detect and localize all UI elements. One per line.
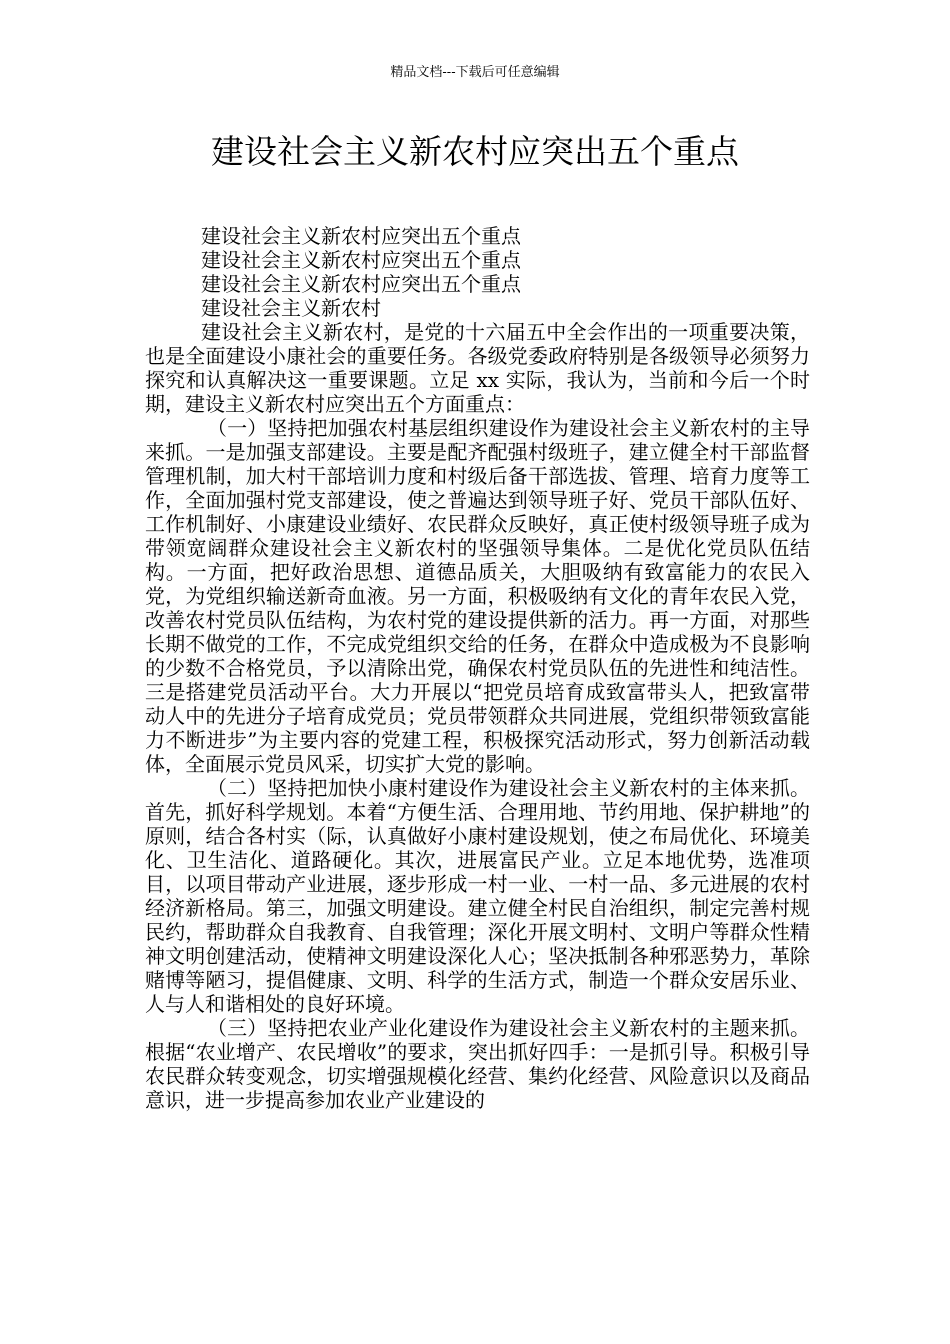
intro-paragraph: 建设社会主义新农村，是党的十六届五中全会作出的一项重要决策，也是全面建设小康社会的重要任务。各级党委政府特别是各级领导必须努力探究和认真解决这一重要课题。立足 xx 实际，我认为，当前和今后一个时期，建设主义新农村应突出五个方面重点： <box>145 320 810 416</box>
subheading: 建设社会主义新农村 <box>201 296 381 320</box>
section-one-paragraph: （一）坚持把加强农村基层组织建设作为建设社会主义新农村的主导来抓。一是加强支部建设。主要是配齐配强村级班子，建立健全村干部监督管理机制，加大村干部培训力度和村级后备干部选拔、管理、培育力度等工作，全面加强村党支部建设，使之普遍达到领导班子好、党员干部队伍好、工作机制好、小康建设业绩好、农民群众反映好，真正使村级领导班子成为带领宽阔群众建设社会主义新农村的坚强领导集体。二是优化党员队伍结构。一方面，把好政治思想、道德品质关，大胆吸纳有致富能力的农民入党，为党组织输送新奇血液。另一方面，积极吸纳有文化的青年农民入党，改善农村党员队伍结构，为农村党的建设提供新的活力。再一方面，对那些长期不做党的工作，不完成党组织交给的任务，在群众中造成极为不良影响的少数不合格党员，予以清除出党，确保农村党员队伍的先进性和纯洁性。三是搭建党员活动平台。大力开展以“把党员培育成致富带头人，把致富带动人中的先进分子培育成党员；党员带领群众共同进展，党组织带领致富能力不断进步”为主要内容的党建工程，积极探究活动形式，努力创新活动载体，全面展示党员风采，切实扩大党的影响。 <box>145 416 810 776</box>
page-header: 精品文档---下载后可任意编辑 <box>390 65 560 80</box>
document-body <box>145 224 810 1112</box>
subheading: 建设社会主义新农村应突出五个重点 <box>201 272 521 296</box>
subheading: 建设社会主义新农村应突出五个重点 <box>201 248 521 272</box>
section-three-paragraph: （三）坚持把农业产业化建设作为建设社会主义新农村的主题来抓。根据“农业增产、农民增收”的要求，突出抓好四手：一是抓引导。积极引导农民群众转变观念，切实增强规模化经营、集约化经营、风险意识以及商品意识，进一步提高参加农业产业建设的 <box>145 1016 810 1112</box>
section-two-paragraph: （二）坚持把加快小康村建设作为建设社会主义新农村的主体来抓。首先，抓好科学规划。本着“方便生活、合理用地、节约用地、保护耕地”的原则，结合各村实（际，认真做好小康村建设规划，使之布局优化、环境美化、卫生洁化、道路硬化。其次，进展富民产业。立足本地优势，选准项目，以项目带动产业进展，逐步形成一村一业、一村一品、多元进展的农村经济新格局。第三，加强文明建设。建立健全村民自治组织，制定完善村规民约，帮助群众自我教育、自我管理；深化开展文明村、文明户等群众性精神文明创建活动，使精神文明建设深化人心；坚决抵制各种邪恶势力，革除赌博等陋习，提倡健康、文明、科学的生活方式，制造一个群众安居乐业、人与人和谐相处的良好环境。 <box>145 776 810 1016</box>
subheading: 建设社会主义新农村应突出五个重点 <box>201 224 521 248</box>
document-title: 建设社会主义新农村应突出五个重点 <box>211 132 739 171</box>
